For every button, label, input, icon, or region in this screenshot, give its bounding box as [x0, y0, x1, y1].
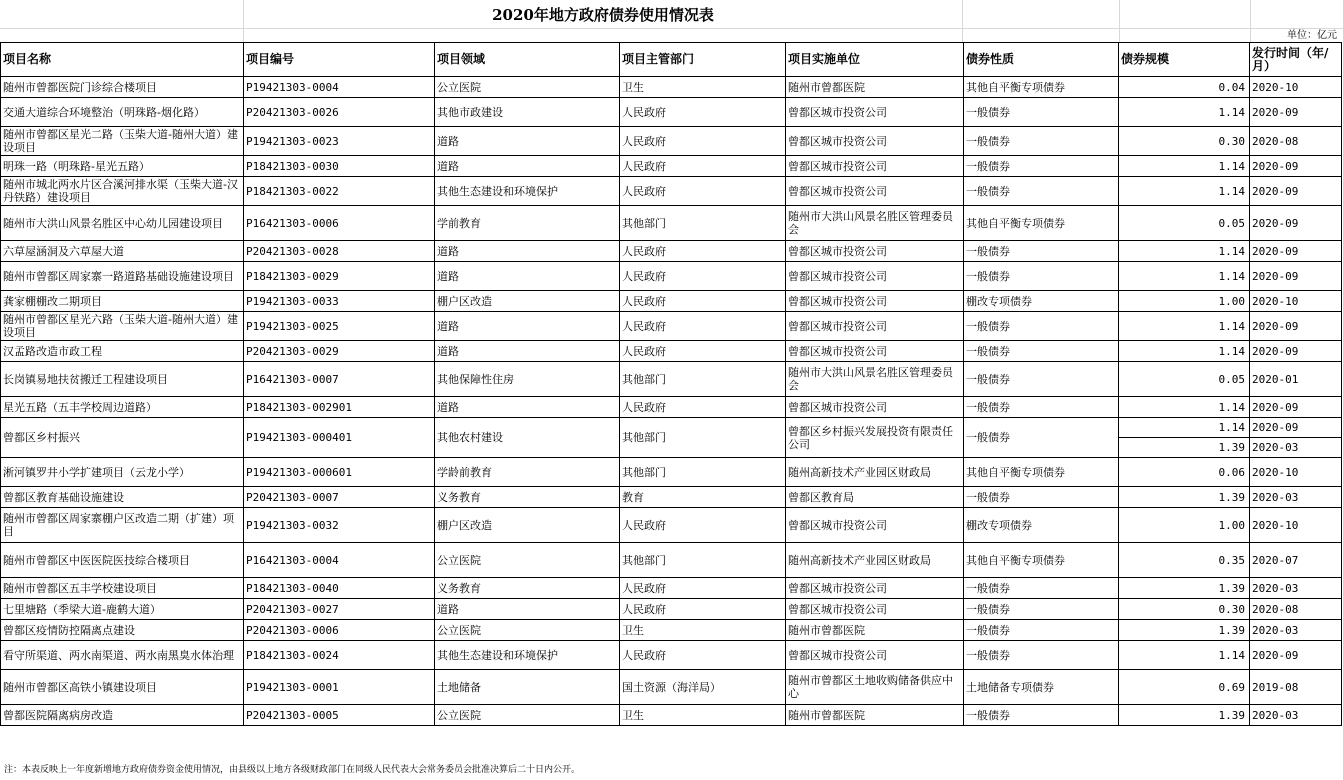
cell-bond-scale[interactable]: 1.39	[1119, 487, 1250, 508]
cell-implementing-unit[interactable]: 曾都区城市投资公司	[786, 508, 964, 543]
cell-implementing-unit[interactable]: 曾都区城市投资公司	[786, 156, 964, 177]
column-header[interactable]: 债券性质	[964, 43, 1119, 77]
cell-project-field[interactable]: 学龄前教育	[435, 458, 620, 487]
cell-project-name[interactable]: 六草屋涵洞及六草屋大道	[1, 241, 244, 262]
cell-project-name[interactable]: 曾都医院隔离病房改造	[1, 705, 244, 726]
cell-bond-nature[interactable]: 一般债券	[964, 98, 1119, 127]
cell-project-code[interactable]: P19421303-0004	[244, 77, 435, 98]
cell-issue-date[interactable]: 2020-03	[1250, 438, 1342, 458]
table-row	[1, 599, 1342, 620]
cell-bond-nature[interactable]: 一般债券	[964, 705, 1119, 726]
cell-implementing-unit[interactable]: 曾都区城市投资公司	[786, 641, 964, 670]
cell-project-code[interactable]: P20421303-0026	[244, 98, 435, 127]
cell-bond-scale[interactable]: 0.30	[1119, 599, 1250, 620]
cell-department[interactable]: 人民政府	[620, 599, 786, 620]
cell-project-field[interactable]: 道路	[435, 156, 620, 177]
cell-implementing-unit[interactable]: 曾都区城市投资公司	[786, 578, 964, 599]
cell-project-code[interactable]: P18421303-002901	[244, 397, 435, 418]
cell-project-field[interactable]: 道路	[435, 341, 620, 362]
cell-issue-date[interactable]: 2020-07	[1250, 543, 1342, 578]
cell-department[interactable]: 其他部门	[620, 362, 786, 397]
cell-issue-date[interactable]: 2020-03	[1250, 578, 1342, 599]
cell-implementing-unit[interactable]: 曾都区城市投资公司	[786, 98, 964, 127]
cell-department[interactable]: 人民政府	[620, 641, 786, 670]
cell-department[interactable]: 其他部门	[620, 543, 786, 578]
cell-project-code[interactable]: P16421303-0004	[244, 543, 435, 578]
cell-project-name[interactable]: 随州市曾都区高铁小镇建设项目	[1, 670, 244, 705]
cell-project-code[interactable]: P19421303-0033	[244, 291, 435, 312]
cell-project-field[interactable]: 其他市政建设	[435, 98, 620, 127]
cell-implementing-unit[interactable]: 曾都区乡村振兴发展投资有限责任公司	[786, 418, 964, 458]
cell-project-name[interactable]: 长岗镇易地扶贫搬迁工程建设项目	[1, 362, 244, 397]
cell-project-field[interactable]: 义务教育	[435, 487, 620, 508]
cell-department[interactable]: 其他部门	[620, 458, 786, 487]
cell-implementing-unit[interactable]: 曾都区城市投资公司	[786, 341, 964, 362]
cell-bond-scale[interactable]: 1.14	[1119, 177, 1250, 206]
cell-issue-date[interactable]: 2020-09	[1250, 177, 1342, 206]
cell-project-code[interactable]: P20421303-0027	[244, 599, 435, 620]
cell-project-name[interactable]: 随州市曾都医院门诊综合楼项目	[1, 77, 244, 98]
cell-bond-scale[interactable]: 0.05	[1119, 206, 1250, 241]
cell-issue-date[interactable]: 2020-09	[1250, 397, 1342, 418]
cell-project-field[interactable]: 棚户区改造	[435, 508, 620, 543]
cell-project-field[interactable]: 道路	[435, 241, 620, 262]
cell-implementing-unit[interactable]: 曾都区教育局	[786, 487, 964, 508]
cell-project-code[interactable]: P20421303-0029	[244, 341, 435, 362]
cell-implementing-unit[interactable]: 曾都区城市投资公司	[786, 599, 964, 620]
cell-bond-nature[interactable]: 一般债券	[964, 641, 1119, 670]
cell-project-name[interactable]: 淅河镇罗井小学扩建项目（云龙小学）	[1, 458, 244, 487]
cell-department[interactable]: 人民政府	[620, 241, 786, 262]
column-header[interactable]: 项目实施单位	[786, 43, 964, 77]
cell-bond-scale[interactable]: 1.00	[1119, 291, 1250, 312]
table-body	[1, 77, 1342, 726]
cell-project-code[interactable]: P19421303-0023	[244, 127, 435, 156]
cell-project-field[interactable]: 公立医院	[435, 543, 620, 578]
cell-bond-nature[interactable]: 一般债券	[964, 362, 1119, 397]
table-row	[1, 578, 1342, 599]
gridline	[1250, 0, 1251, 42]
cell-bond-nature[interactable]: 一般债券	[964, 599, 1119, 620]
table-row	[1, 397, 1342, 418]
table-row	[1, 77, 1342, 98]
cell-project-field[interactable]: 公立医院	[435, 705, 620, 726]
cell-bond-nature[interactable]: 一般债券	[964, 156, 1119, 177]
table-row	[1, 312, 1342, 341]
cell-department[interactable]: 人民政府	[620, 127, 786, 156]
cell-issue-date[interactable]: 2020-09	[1250, 98, 1342, 127]
cell-bond-scale[interactable]: 1.00	[1119, 508, 1250, 543]
cell-department[interactable]: 其他部门	[620, 206, 786, 241]
cell-project-name[interactable]: 交通大道综合环境整治（明珠路-烟化路）	[1, 98, 244, 127]
cell-bond-scale[interactable]: 0.30	[1119, 127, 1250, 156]
cell-project-name[interactable]: 看守所渠道、两水南渠道、两水南黑臭水体治理	[1, 641, 244, 670]
cell-implementing-unit[interactable]: 随州市大洪山风景名胜区管理委员会	[786, 206, 964, 241]
cell-bond-scale[interactable]: 1.14	[1119, 341, 1250, 362]
cell-implementing-unit[interactable]: 随州高新技术产业园区财政局	[786, 458, 964, 487]
cell-issue-date[interactable]: 2020-03	[1250, 620, 1342, 641]
cell-bond-nature[interactable]: 一般债券	[964, 418, 1119, 458]
cell-department[interactable]: 人民政府	[620, 262, 786, 291]
cell-project-field[interactable]: 道路	[435, 127, 620, 156]
cell-issue-date[interactable]: 2020-09	[1250, 641, 1342, 670]
table-row	[1, 241, 1342, 262]
cell-project-code[interactable]: P18421303-0040	[244, 578, 435, 599]
cell-project-field[interactable]: 学前教育	[435, 206, 620, 241]
cell-bond-scale[interactable]: 0.04	[1119, 77, 1250, 98]
table-row	[1, 341, 1342, 362]
cell-implementing-unit[interactable]: 随州市曾都医院	[786, 77, 964, 98]
table-row	[1, 620, 1342, 641]
cell-issue-date[interactable]: 2020-09	[1250, 341, 1342, 362]
bond-usage-table	[0, 42, 1342, 726]
cell-project-code[interactable]: P19421303-000601	[244, 458, 435, 487]
cell-department[interactable]: 人民政府	[620, 397, 786, 418]
table-row	[1, 98, 1342, 127]
cell-bond-nature[interactable]: 其他自平衡专项债券	[964, 543, 1119, 578]
cell-bond-nature[interactable]: 一般债券	[964, 578, 1119, 599]
cell-issue-date[interactable]: 2020-09	[1250, 156, 1342, 177]
cell-project-name[interactable]: 龚家棚棚改二期项目	[1, 291, 244, 312]
cell-project-name[interactable]: 随州市曾都区周家寨一路道路基础设施建设项目	[1, 262, 244, 291]
cell-implementing-unit[interactable]: 曾都区城市投资公司	[786, 262, 964, 291]
cell-bond-scale[interactable]: 1.14	[1119, 156, 1250, 177]
cell-department[interactable]: 卫生	[620, 705, 786, 726]
cell-project-field[interactable]: 其他生态建设和环境保护	[435, 641, 620, 670]
cell-bond-scale[interactable]: 1.14	[1119, 312, 1250, 341]
cell-project-name[interactable]: 随州市曾都区五丰学校建设项目	[1, 578, 244, 599]
cell-project-field[interactable]: 公立医院	[435, 77, 620, 98]
cell-project-code[interactable]: P20421303-0007	[244, 487, 435, 508]
cell-bond-nature[interactable]: 棚改专项债券	[964, 508, 1119, 543]
column-header[interactable]: 项目主管部门	[620, 43, 786, 77]
cell-department[interactable]: 人民政府	[620, 177, 786, 206]
cell-project-code[interactable]: P19421303-000401	[244, 418, 435, 458]
cell-bond-scale[interactable]: 1.14	[1119, 418, 1250, 438]
table-row	[1, 418, 1342, 438]
table-row	[1, 262, 1342, 291]
cell-department[interactable]: 人民政府	[620, 341, 786, 362]
cell-bond-scale[interactable]: 1.39	[1119, 620, 1250, 641]
cell-department[interactable]: 人民政府	[620, 156, 786, 177]
cell-implementing-unit[interactable]: 随州市曾都医院	[786, 620, 964, 641]
cell-project-code[interactable]: P18421303-0022	[244, 177, 435, 206]
table-row	[1, 641, 1342, 670]
cell-project-code[interactable]: P19421303-0025	[244, 312, 435, 341]
cell-issue-date[interactable]: 2020-09	[1250, 241, 1342, 262]
cell-bond-nature[interactable]: 棚改专项债券	[964, 291, 1119, 312]
cell-bond-scale[interactable]: 0.69	[1119, 670, 1250, 705]
cell-issue-date[interactable]: 2020-10	[1250, 458, 1342, 487]
cell-bond-nature[interactable]: 一般债券	[964, 397, 1119, 418]
cell-project-code[interactable]: P20421303-0028	[244, 241, 435, 262]
column-header[interactable]: 项目编号	[244, 43, 435, 77]
cell-project-field[interactable]: 其他生态建设和环境保护	[435, 177, 620, 206]
cell-implementing-unit[interactable]: 曾都区城市投资公司	[786, 312, 964, 341]
cell-project-field[interactable]: 道路	[435, 262, 620, 291]
cell-issue-date[interactable]: 2020-01	[1250, 362, 1342, 397]
table-row	[1, 458, 1342, 487]
cell-project-field[interactable]: 公立医院	[435, 620, 620, 641]
cell-department[interactable]: 其他部门	[620, 418, 786, 458]
cell-project-name[interactable]: 随州市曾都区星光二路（玉柴大道-随州大道）建设项目	[1, 127, 244, 156]
cell-implementing-unit[interactable]: 随州市曾都区土地收购储备供应中心	[786, 670, 964, 705]
gridline	[1119, 0, 1120, 42]
cell-bond-nature[interactable]: 一般债券	[964, 620, 1119, 641]
cell-issue-date[interactable]: 2020-03	[1250, 487, 1342, 508]
cell-issue-date[interactable]: 2020-10	[1250, 291, 1342, 312]
cell-project-field[interactable]: 土地储备	[435, 670, 620, 705]
header-row	[1, 43, 1342, 77]
cell-bond-nature[interactable]: 其他自平衡专项债券	[964, 77, 1119, 98]
cell-project-name[interactable]: 曾都区疫情防控隔离点建设	[1, 620, 244, 641]
cell-bond-scale[interactable]: 1.14	[1119, 98, 1250, 127]
cell-project-code[interactable]: P18421303-0029	[244, 262, 435, 291]
gridline	[0, 28, 1343, 29]
column-header[interactable]: 项目领域	[435, 43, 620, 77]
cell-department[interactable]: 卫生	[620, 620, 786, 641]
cell-bond-scale[interactable]: 0.06	[1119, 458, 1250, 487]
cell-project-name[interactable]: 汉孟路改造市政工程	[1, 341, 244, 362]
cell-project-name[interactable]: 七里塘路（季梁大道-鹿鹤大道）	[1, 599, 244, 620]
cell-project-code[interactable]: P19421303-0001	[244, 670, 435, 705]
column-header[interactable]: 项目名称	[1, 43, 244, 77]
cell-bond-nature[interactable]: 一般债券	[964, 262, 1119, 291]
table-row	[1, 177, 1342, 206]
cell-bond-nature[interactable]: 土地储备专项债券	[964, 670, 1119, 705]
cell-bond-nature[interactable]: 一般债券	[964, 177, 1119, 206]
cell-department[interactable]: 国土资源（海洋局）	[620, 670, 786, 705]
cell-bond-scale[interactable]: 1.39	[1119, 578, 1250, 599]
cell-bond-scale[interactable]: 1.14	[1119, 241, 1250, 262]
cell-project-field[interactable]: 棚户区改造	[435, 291, 620, 312]
cell-project-field[interactable]: 道路	[435, 397, 620, 418]
table-row	[1, 291, 1342, 312]
cell-bond-nature[interactable]: 其他自平衡专项债券	[964, 458, 1119, 487]
cell-bond-nature[interactable]: 一般债券	[964, 487, 1119, 508]
cell-issue-date[interactable]: 2020-10	[1250, 508, 1342, 543]
cell-implementing-unit[interactable]: 曾都区城市投资公司	[786, 397, 964, 418]
cell-department[interactable]: 教育	[620, 487, 786, 508]
table-row	[1, 206, 1342, 241]
cell-department[interactable]: 人民政府	[620, 578, 786, 599]
cell-department[interactable]: 人民政府	[620, 312, 786, 341]
cell-issue-date[interactable]: 2019-08	[1250, 670, 1342, 705]
cell-implementing-unit[interactable]: 随州高新技术产业园区财政局	[786, 543, 964, 578]
cell-bond-nature[interactable]: 其他自平衡专项债券	[964, 206, 1119, 241]
cell-bond-nature[interactable]: 一般债券	[964, 341, 1119, 362]
cell-project-name[interactable]: 星光五路（五丰学校周边道路）	[1, 397, 244, 418]
cell-issue-date[interactable]: 2020-09	[1250, 312, 1342, 341]
cell-project-field[interactable]: 义务教育	[435, 578, 620, 599]
cell-implementing-unit[interactable]: 曾都区城市投资公司	[786, 127, 964, 156]
cell-issue-date[interactable]: 2020-03	[1250, 705, 1342, 726]
cell-project-name[interactable]: 随州市曾都区周家寨棚户区改造二期（扩建）项目	[1, 508, 244, 543]
cell-project-name[interactable]: 随州市曾都区星光六路（玉柴大道-随州大道）建设项目	[1, 312, 244, 341]
cell-project-name[interactable]: 随州市大洪山风景名胜区中心幼儿园建设项目	[1, 206, 244, 241]
cell-issue-date[interactable]: 2020-09	[1250, 418, 1342, 438]
footnote: 注：本表反映上一年度新增地方政府债券资金使用情况，由县级以上地方各级财政部门在同级人民代表大会常务委员会批准决算后二十日内公开。	[4, 765, 581, 775]
cell-project-code[interactable]: P19421303-0032	[244, 508, 435, 543]
table-row	[1, 127, 1342, 156]
cell-department[interactable]: 人民政府	[620, 508, 786, 543]
cell-project-code[interactable]: P18421303-0024	[244, 641, 435, 670]
table-row	[1, 362, 1342, 397]
cell-implementing-unit[interactable]: 随州市大洪山风景名胜区管理委员会	[786, 362, 964, 397]
column-header[interactable]: 发行时间（年/月）	[1250, 43, 1342, 77]
cell-department[interactable]: 人民政府	[620, 98, 786, 127]
cell-project-name[interactable]: 曾都区教育基础设施建设	[1, 487, 244, 508]
cell-project-field[interactable]: 其他农村建设	[435, 418, 620, 458]
cell-issue-date[interactable]: 2020-08	[1250, 599, 1342, 620]
cell-project-field[interactable]: 道路	[435, 599, 620, 620]
cell-issue-date[interactable]: 2020-09	[1250, 206, 1342, 241]
cell-project-name[interactable]: 曾都区乡村振兴	[1, 418, 244, 458]
unit-label: 单位：亿元	[1287, 30, 1337, 41]
cell-project-field[interactable]: 道路	[435, 312, 620, 341]
cell-implementing-unit[interactable]: 随州市曾都医院	[786, 705, 964, 726]
cell-project-name[interactable]: 明珠一路（明珠路-星光五路）	[1, 156, 244, 177]
cell-bond-scale[interactable]: 1.14	[1119, 397, 1250, 418]
cell-project-code[interactable]: P20421303-0005	[244, 705, 435, 726]
cell-project-code[interactable]: P18421303-0030	[244, 156, 435, 177]
cell-project-code[interactable]: P16421303-0006	[244, 206, 435, 241]
column-header[interactable]: 债券规模	[1119, 43, 1250, 77]
cell-bond-nature[interactable]: 一般债券	[964, 127, 1119, 156]
cell-implementing-unit[interactable]: 曾都区城市投资公司	[786, 241, 964, 262]
cell-issue-date[interactable]: 2020-09	[1250, 262, 1342, 291]
table-row	[1, 508, 1342, 543]
cell-issue-date[interactable]: 2020-10	[1250, 77, 1342, 98]
cell-bond-scale[interactable]: 1.14	[1119, 641, 1250, 670]
cell-bond-nature[interactable]: 一般债券	[964, 241, 1119, 262]
cell-bond-scale[interactable]: 0.05	[1119, 362, 1250, 397]
table-row	[1, 156, 1342, 177]
cell-bond-scale[interactable]: 1.39	[1119, 705, 1250, 726]
table-row	[1, 670, 1342, 705]
cell-implementing-unit[interactable]: 曾都区城市投资公司	[786, 177, 964, 206]
cell-bond-scale[interactable]: 1.39	[1119, 438, 1250, 458]
cell-bond-nature[interactable]: 一般债券	[964, 312, 1119, 341]
table-row	[1, 487, 1342, 508]
cell-bond-scale[interactable]: 1.14	[1119, 262, 1250, 291]
cell-project-field[interactable]: 其他保障性住房	[435, 362, 620, 397]
cell-issue-date[interactable]: 2020-08	[1250, 127, 1342, 156]
table-row	[1, 705, 1342, 726]
page-title: 2020年地方政府债券使用情况表	[492, 6, 714, 24]
cell-project-code[interactable]: P16421303-0007	[244, 362, 435, 397]
cell-project-name[interactable]: 随州市曾都区中医医院医技综合楼项目	[1, 543, 244, 578]
cell-project-name[interactable]: 随州市城北两水片区合溪河排水渠（玉柴大道-汉丹铁路）建设项目	[1, 177, 244, 206]
table-row	[1, 543, 1342, 578]
cell-project-code[interactable]: P20421303-0006	[244, 620, 435, 641]
cell-implementing-unit[interactable]: 曾都区城市投资公司	[786, 291, 964, 312]
cell-department[interactable]: 卫生	[620, 77, 786, 98]
cell-department[interactable]: 人民政府	[620, 291, 786, 312]
cell-bond-scale[interactable]: 0.35	[1119, 543, 1250, 578]
